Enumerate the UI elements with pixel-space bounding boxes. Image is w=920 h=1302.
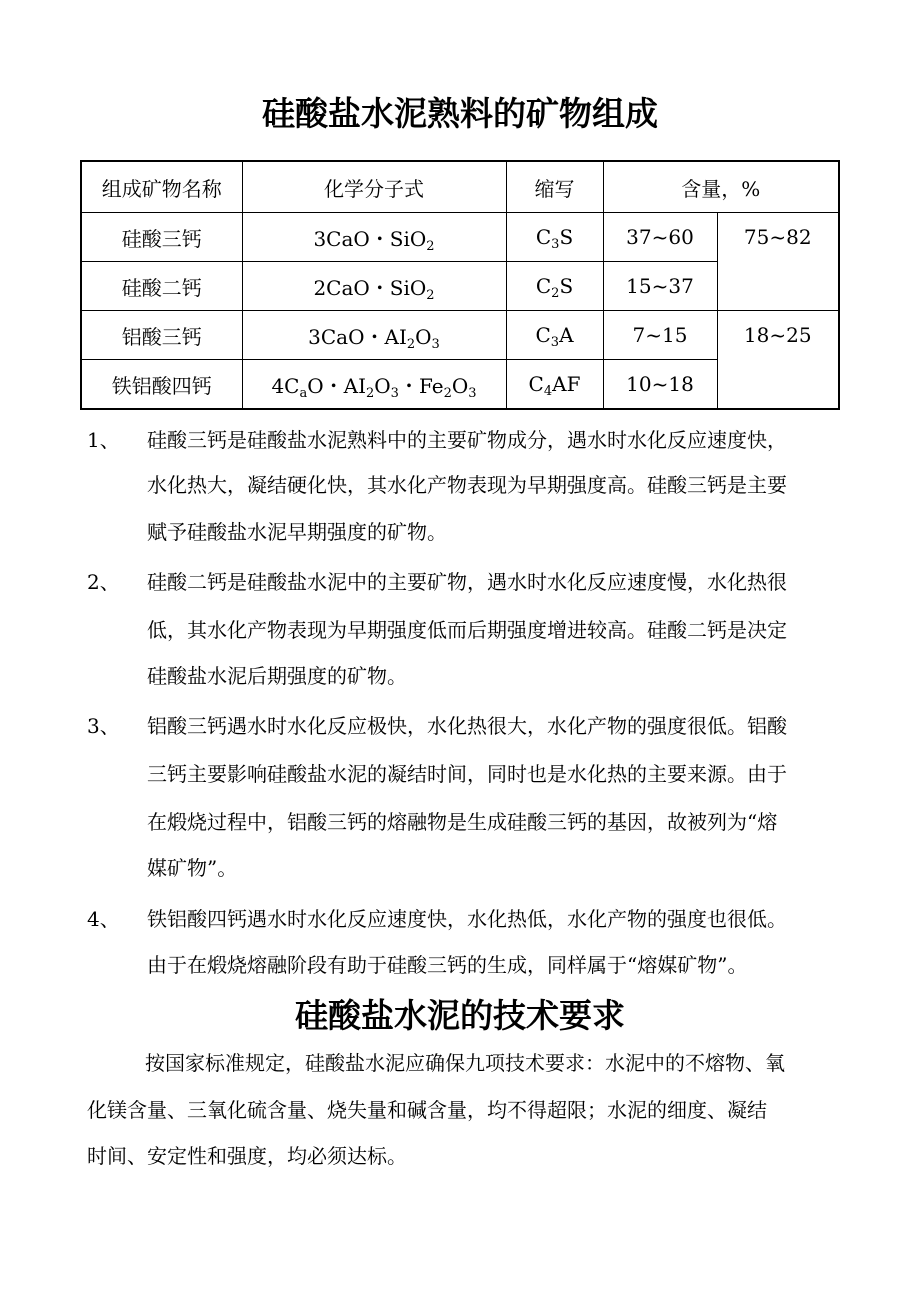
- item-line: 硅酸盐水泥后期强度的矿物。: [147, 664, 407, 688]
- abbreviation: $C_2S$: [506, 262, 603, 311]
- header-content: 含量，%: [603, 161, 839, 213]
- doc-title: 硅酸盐水泥熟料的矿物组成: [262, 94, 658, 133]
- abbreviation: $C_3S$: [506, 213, 603, 262]
- item-line: 硅酸三钙是硅酸盐水泥熟料中的主要矿物成分，遇水时水化反应速度快，: [147, 428, 787, 452]
- chemical-formula: 3CaO・$AI_2O_3$: [242, 311, 506, 360]
- item-line: 铁铝酸四钙遇水时水化反应速度快，水化热低，水化产物的强度也很低。: [147, 907, 787, 931]
- item-line: 硅酸二钙是硅酸盐水泥中的主要矿物，遇水时水化反应速度慢，水化热很: [147, 570, 787, 594]
- item-number: 2、: [87, 570, 120, 594]
- content-range: 37~60: [603, 213, 717, 262]
- group-total: 18~25: [717, 311, 839, 410]
- header-name: 组成矿物名称: [81, 161, 242, 213]
- mineral-name: 铝酸三钙: [81, 311, 242, 360]
- table-row: [81, 213, 839, 262]
- mineral-table: [80, 160, 840, 410]
- item-line: 铝酸三钙遇水时水化反应极快，水化热很大，水化产物的强度很低。铝酸: [147, 714, 787, 738]
- table-header-row: [81, 161, 839, 213]
- chemical-formula: 3CaO・SiO$_2$: [242, 213, 506, 262]
- table-row: [81, 311, 839, 360]
- content-range: 7~15: [603, 311, 717, 360]
- header-abbr: 缩写: [506, 161, 603, 213]
- item-line: 媒矿物”。: [147, 856, 238, 880]
- chemical-formula: $4C_aO$・$AI_2O_3$・$Fe_2O_3$: [242, 360, 506, 410]
- item-number: 1、: [87, 428, 120, 452]
- content-range: 10~18: [603, 360, 717, 410]
- item-line: 在煅烧过程中，铝酸三钙的熔融物是生成硅酸三钙的基因，故被列为“熔: [147, 810, 778, 834]
- para-line: 时间、安定性和强度，均必须达标。: [87, 1144, 407, 1168]
- para-line: 按国家标准规定，硅酸盐水泥应确保九项技术要求：水泥中的不熔物、氧: [145, 1051, 785, 1075]
- para-line: 化镁含量、三氧化硫含量、烧失量和碱含量，均不得超限；水泥的细度、凝结: [87, 1098, 767, 1122]
- header-formula: 化学分子式: [242, 161, 506, 213]
- item-line: 低，其水化产物表现为早期强度低而后期强度增进较高。硅酸二钙是决定: [147, 618, 787, 642]
- item-line: 水化热大，凝结硬化快，其水化产物表现为早期强度高。硅酸三钙是主要: [147, 473, 787, 497]
- section-title: 硅酸盐水泥的技术要求: [295, 996, 625, 1035]
- mineral-name: 硅酸三钙: [81, 213, 242, 262]
- item-number: 4、: [87, 907, 120, 931]
- item-line: 三钙主要影响硅酸盐水泥的凝结时间，同时也是水化热的主要来源。由于: [147, 762, 787, 786]
- abbreviation: $C_3A$: [506, 311, 603, 360]
- content-range: 15~37: [603, 262, 717, 311]
- chemical-formula: 2CaO・SiO$_2$: [242, 262, 506, 311]
- group-total: 75~82: [717, 213, 839, 311]
- item-line: 赋予硅酸盐水泥早期强度的矿物。: [147, 520, 447, 544]
- mineral-name: 硅酸二钙: [81, 262, 242, 311]
- mineral-name: 铁铝酸四钙: [81, 360, 242, 410]
- abbreviation: $C_4AF$: [506, 360, 603, 410]
- item-number: 3、: [87, 714, 120, 738]
- item-line: 由于在煅烧熔融阶段有助于硅酸三钙的生成，同样属于“熔媒矿物”。: [147, 953, 748, 977]
